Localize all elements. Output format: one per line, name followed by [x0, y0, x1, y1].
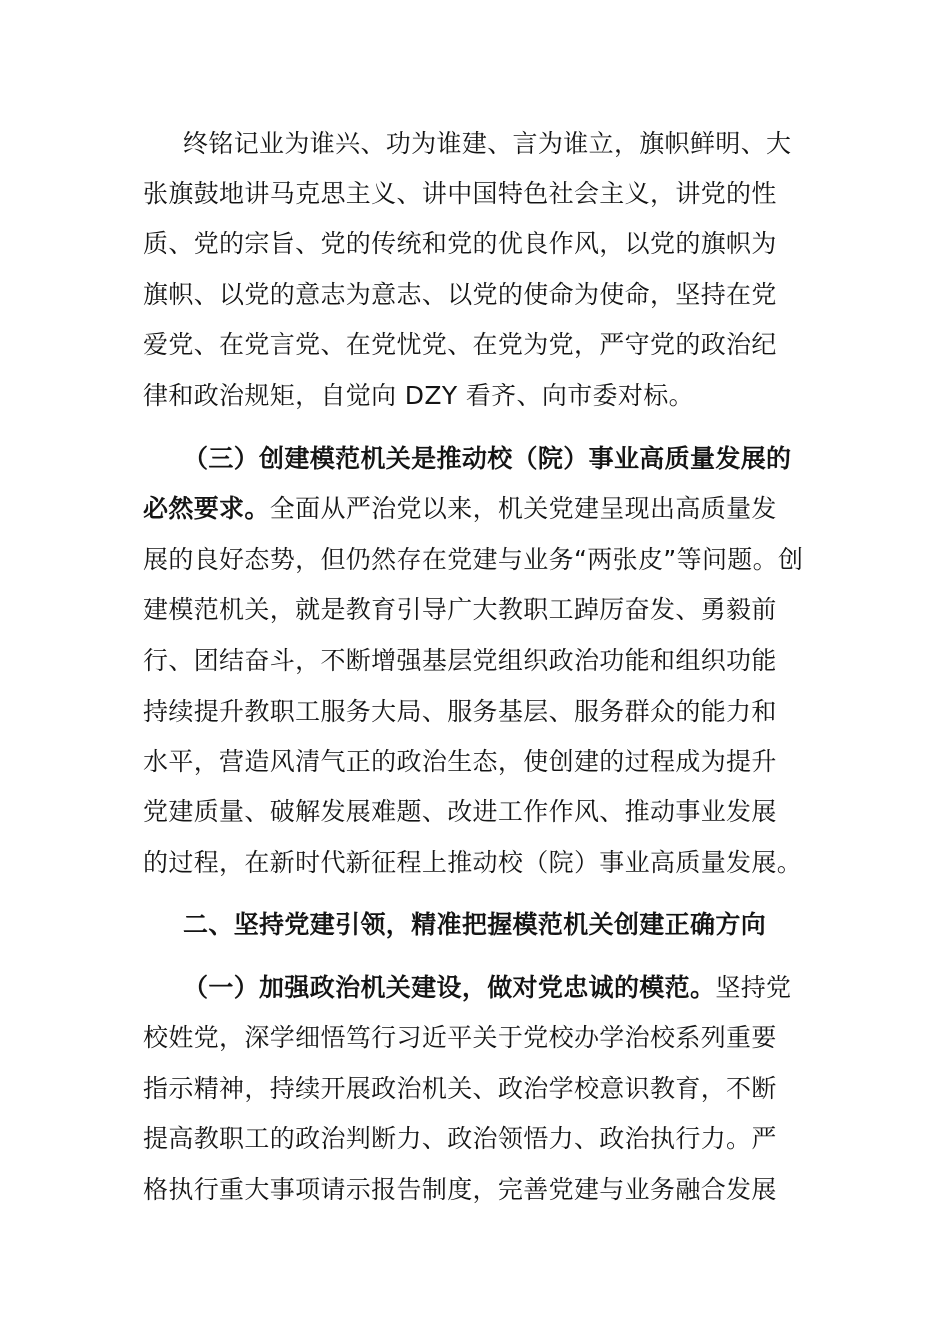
subsection-heading-1: （一）加强政治机关建设，做对党忠诚的模范。 [183, 973, 716, 1002]
body-line: 持续提升教职工服务大局、服务基层、服务群众的能力和 [143, 697, 777, 726]
body-line: 校姓党，深学细悟笃行习近平关于党校办学治校系列重要 [143, 1023, 777, 1052]
body-text: 坚持党 [715, 973, 792, 1002]
subsection-heading-3-end: 必然要求。 [143, 494, 270, 523]
body-line: 党建质量、破解发展难题、改进工作作风、推动事业发展 [143, 797, 777, 826]
body-line: 张旗鼓地讲马克思主义、讲中国特色社会主义，讲党的性 [143, 179, 777, 208]
body-line: 指示精神，持续开展政治机关、政治学校意识教育，不断 [143, 1074, 777, 1103]
body-line: 展的良好态势，但仍然存在党建与业务“两张皮”等问题。创 [143, 545, 804, 574]
body-line [143, 494, 777, 524]
subsection-heading-3: （三）创建模范机关是推动校（院）事业高质量发展的 [183, 444, 792, 473]
body-line: 水平，营造风清气正的政治生态，使创建的过程成为提升 [143, 747, 777, 776]
body-line [183, 973, 791, 1003]
body-line: 格执行重大事项请示报告制度，完善党建与业务融合发展 [143, 1175, 777, 1204]
body-line: 终铭记业为谁兴、功为谁建、言为谁立，旗帜鲜明、大 [183, 129, 792, 158]
body-line: 质、党的宗旨、党的传统和党的优良作风，以党的旗帜为 [143, 229, 777, 258]
body-text: 全面从严治党以来，机关党建呈现出高质量发 [269, 494, 777, 523]
body-line: 旗帜、以党的意志为意志、以党的使命为使命，坚持在党 [143, 280, 777, 309]
body-line: 爱党、在党言党、在党忧党、在党为党，严守党的政治纪 [143, 330, 777, 359]
body-line: 提高教职工的政治判断力、政治领悟力、政治执行力。严 [143, 1124, 777, 1153]
body-line: 建模范机关，就是教育引导广大教职工踔厉奋发、勇毅前 [143, 595, 777, 624]
section-heading-2: 二、坚持党建引领，精准把握模范机关创建正确方向 [183, 910, 767, 939]
body-line: 行、团结奋斗，不断增强基层党组织政治功能和组织功能 [143, 646, 777, 675]
body-line: 律和政治规矩，自觉向 DZY 看齐、向市委对标。 [143, 381, 694, 410]
body-line: 的过程，在新时代新征程上推动校（院）事业高质量发展。 [143, 848, 803, 877]
